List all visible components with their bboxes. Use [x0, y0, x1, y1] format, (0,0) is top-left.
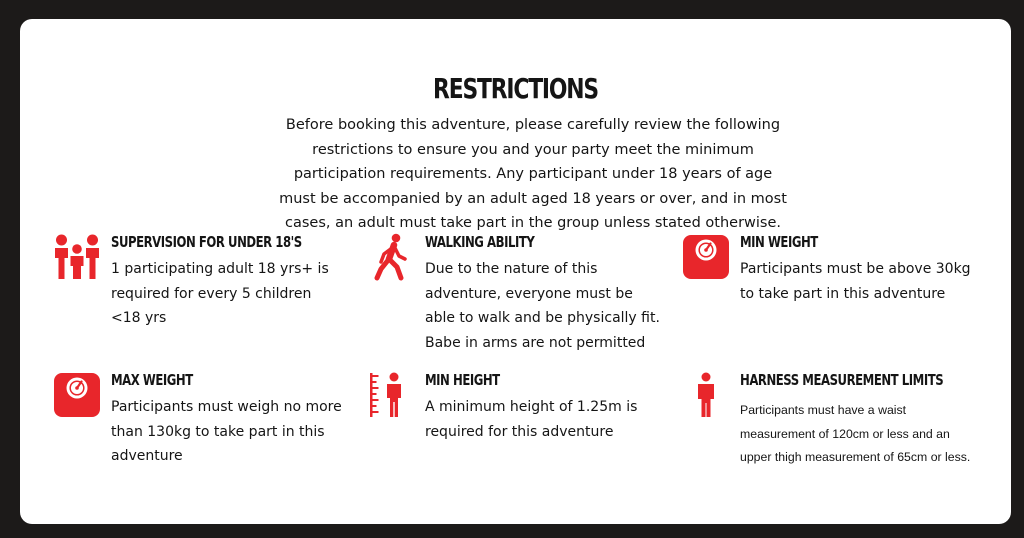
max-weight-text: Participants must weigh no more than 130kg to take part in this adventure — [111, 399, 342, 464]
min-height-heading: MIN HEIGHT — [425, 371, 500, 389]
min-height-text: A minimum height of 1.25m is required for this adventure — [425, 399, 638, 440]
min-weight-heading: MIN WEIGHT — [740, 233, 818, 251]
supervision-text: 1 participating adult 18 yrs+ is required for every 5 children <18 yrs — [111, 261, 329, 326]
page-title: RESTRICTIONS — [433, 72, 598, 105]
standing-person-icon — [682, 371, 730, 419]
restriction-supervision — [53, 233, 343, 333]
restriction-walking-ability — [367, 233, 667, 363]
height-ruler-person-icon — [367, 371, 415, 419]
supervision-heading: SUPERVISION FOR UNDER 18'S — [111, 233, 302, 251]
weighing-scale-icon — [682, 233, 730, 281]
harness-limits-heading: HARNESS MEASUREMENT LIMITS — [740, 371, 944, 389]
walking-person-icon — [367, 233, 415, 281]
restrictions-card — [20, 19, 1011, 524]
weighing-scale-icon — [53, 371, 101, 419]
harness-limits-text: Participants must have a waist measurement of 120cm or less and an upper thigh measurement of 65cm or less. — [740, 403, 971, 464]
restriction-min-weight — [682, 233, 982, 333]
family-icon — [53, 233, 101, 281]
restriction-max-weight — [53, 371, 353, 471]
walking-ability-heading: WALKING ABILITY — [425, 233, 535, 251]
restriction-harness-limits — [682, 371, 992, 501]
max-weight-heading: MAX WEIGHT — [111, 371, 193, 389]
walking-ability-text: Due to the nature of this adventure, everyone must be able to walk and be physically fit. Babe in arms are not permitted — [425, 261, 660, 351]
intro-text: Before booking this adventure, please carefully review the following restrictions to ensure you and your party meet the minimum participation requirements. Any participant under 18 years of age must be accompanied by an adult aged 18 years or over, and in most cases, an adult must take part in the group unless stated otherwise. — [279, 117, 787, 231]
min-weight-text: Participants must be above 30kg to take part in this adventure — [740, 261, 971, 302]
restriction-min-height — [367, 371, 667, 471]
